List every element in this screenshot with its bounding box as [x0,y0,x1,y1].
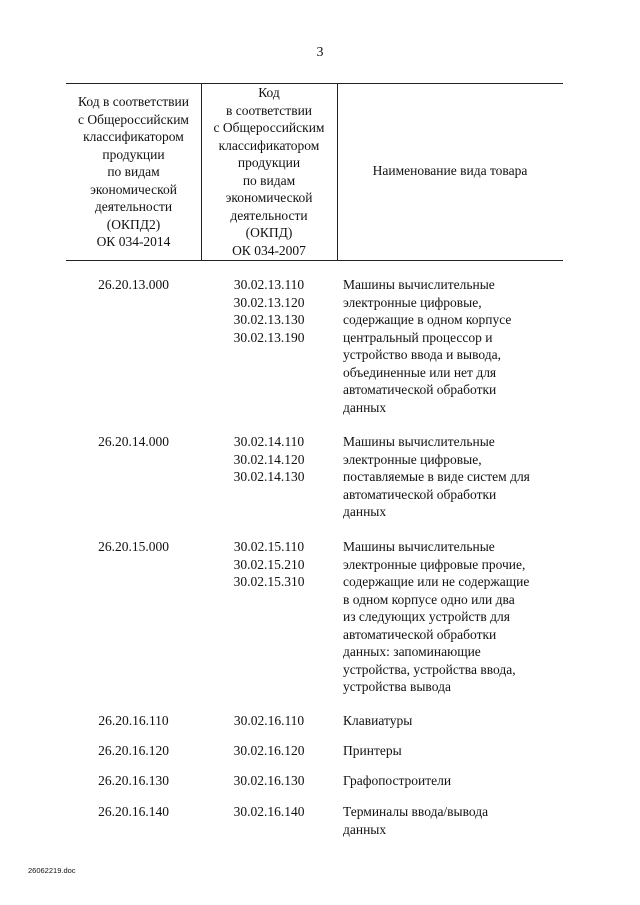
okpd2-code: 26.20.16.110 [98,713,169,728]
product-name: Машины вычислительные электронные цифровые прочие, содержащие или не содержащие в одном корпусе одно или два из следующих устройств для автоматической обработки данных: запоминающие устройства, устройства ввода, устройства вывода [343,539,530,694]
okpd-codes: 30.02.16.110 [233,713,305,728]
okpd-codes: 30.02.13.110 30.02.13.120 30.02.13.130 30.02.13.190 [233,277,305,345]
footer-filename: 26062219.doc [28,866,76,875]
product-name: Машины вычислительные электронные цифровые, содержащие в одном корпусе центральный процессор и устройство ввода и вывода, объединенные или нет для автоматической обработки данных [343,277,512,415]
product-name: Графопостроители [343,773,452,788]
okpd2-code: 26.20.14.000 [98,434,169,449]
okpd2-code: 26.20.16.120 [98,743,169,758]
product-name: Машины вычислительные электронные цифровые, поставляемые в виде систем для автоматической обработки данных [343,434,530,519]
okpd2-code: 26.20.16.140 [98,804,169,819]
header-okpd2: Код в соответствии с Общероссийским классификатором продукции по видам экономической деятельности (ОКПД2) ОК 034-2014 [78,94,189,249]
okpd-codes: 30.02.16.120 [233,743,305,758]
okpd2-code: 26.20.15.000 [98,539,169,554]
okpd2-code: 26.20.16.130 [98,773,169,788]
product-name: Принтеры [343,743,402,758]
okpd2-code: 26.20.13.000 [98,277,169,292]
table-header-rule [66,260,563,261]
page-number: 3 [316,45,324,60]
okpd-codes: 30.02.16.140 [233,804,305,819]
okpd-codes: 30.02.14.110 30.02.14.120 30.02.14.130 [233,434,305,484]
product-name: Терминалы ввода/вывода данных [343,804,489,837]
okpd-codes: 30.02.16.130 [233,773,305,788]
product-name: Клавиатуры [343,713,413,728]
header-okpd: Код в соответствии с Общероссийским классификатором продукции по видам экономической деятельности (ОКПД) ОК 034-2007 [213,85,325,258]
okpd-codes: 30.02.15.110 30.02.15.210 30.02.15.310 [233,539,305,589]
header-product-name: Наименование вида товара [372,163,528,178]
